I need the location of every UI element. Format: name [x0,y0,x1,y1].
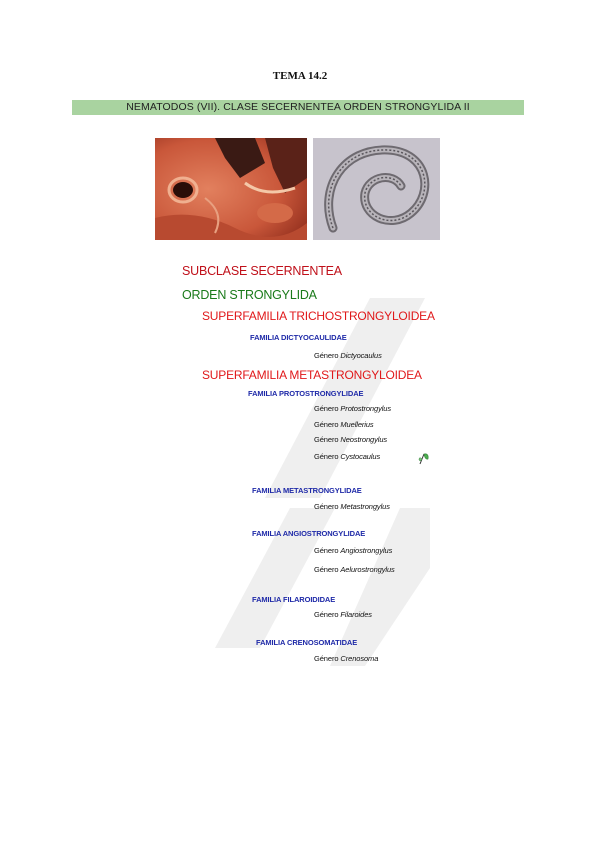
topic-banner: NEMATODOS (VII). CLASE SECERNENTEA ORDEN STRONGYLIDA II [72,100,524,115]
genero-item: Género Dictyocaulus [314,351,382,360]
genero-item: Género Crenosoma [314,654,379,663]
orden-heading: ORDEN STRONGYLIDA [182,288,317,302]
familia-label: FAMILIA DICTYOCAULIDAE [250,333,347,342]
familia-label: FAMILIA ANGIOSTRONGYLIDAE [252,529,366,538]
familia-label: FAMILIA METASTRONGYLIDAE [252,486,362,495]
superfamilia-heading: SUPERFAMILIA TRICHOSTRONGYLOIDEA [202,309,435,323]
genero-item: Género Protostrongylus [314,404,392,413]
genero-item: Género Muellerius [314,420,374,429]
subclase-heading: SUBCLASE SECERNENTEA [182,264,342,278]
familia-label: FAMILIA CRENOSOMATIDAE [256,638,358,647]
genero-item: Género Aelurostrongylus [314,565,395,574]
genero-item: Género Cystocaulus [314,452,381,461]
genero-item: Género Filaroides [314,610,372,619]
taxonomy-panel [170,258,435,666]
superfamilia-heading: SUPERFAMILIA METASTRONGYLOIDEA [202,368,422,382]
leaf-icon [418,451,430,465]
familia-label: FAMILIA PROTOSTRONGYLIDAE [248,389,364,398]
genero-item: Género Neostrongylus [314,435,388,444]
genero-item: Género Metastrongylus [314,502,390,511]
familia-label: FAMILIA FILAROIDIDAE [252,595,336,604]
genero-item: Género Angiostrongylus [314,546,393,555]
tissue-photo [155,138,307,240]
nematode-larva-photo [313,138,440,240]
page-title: TEMA 14.2 [272,70,328,82]
